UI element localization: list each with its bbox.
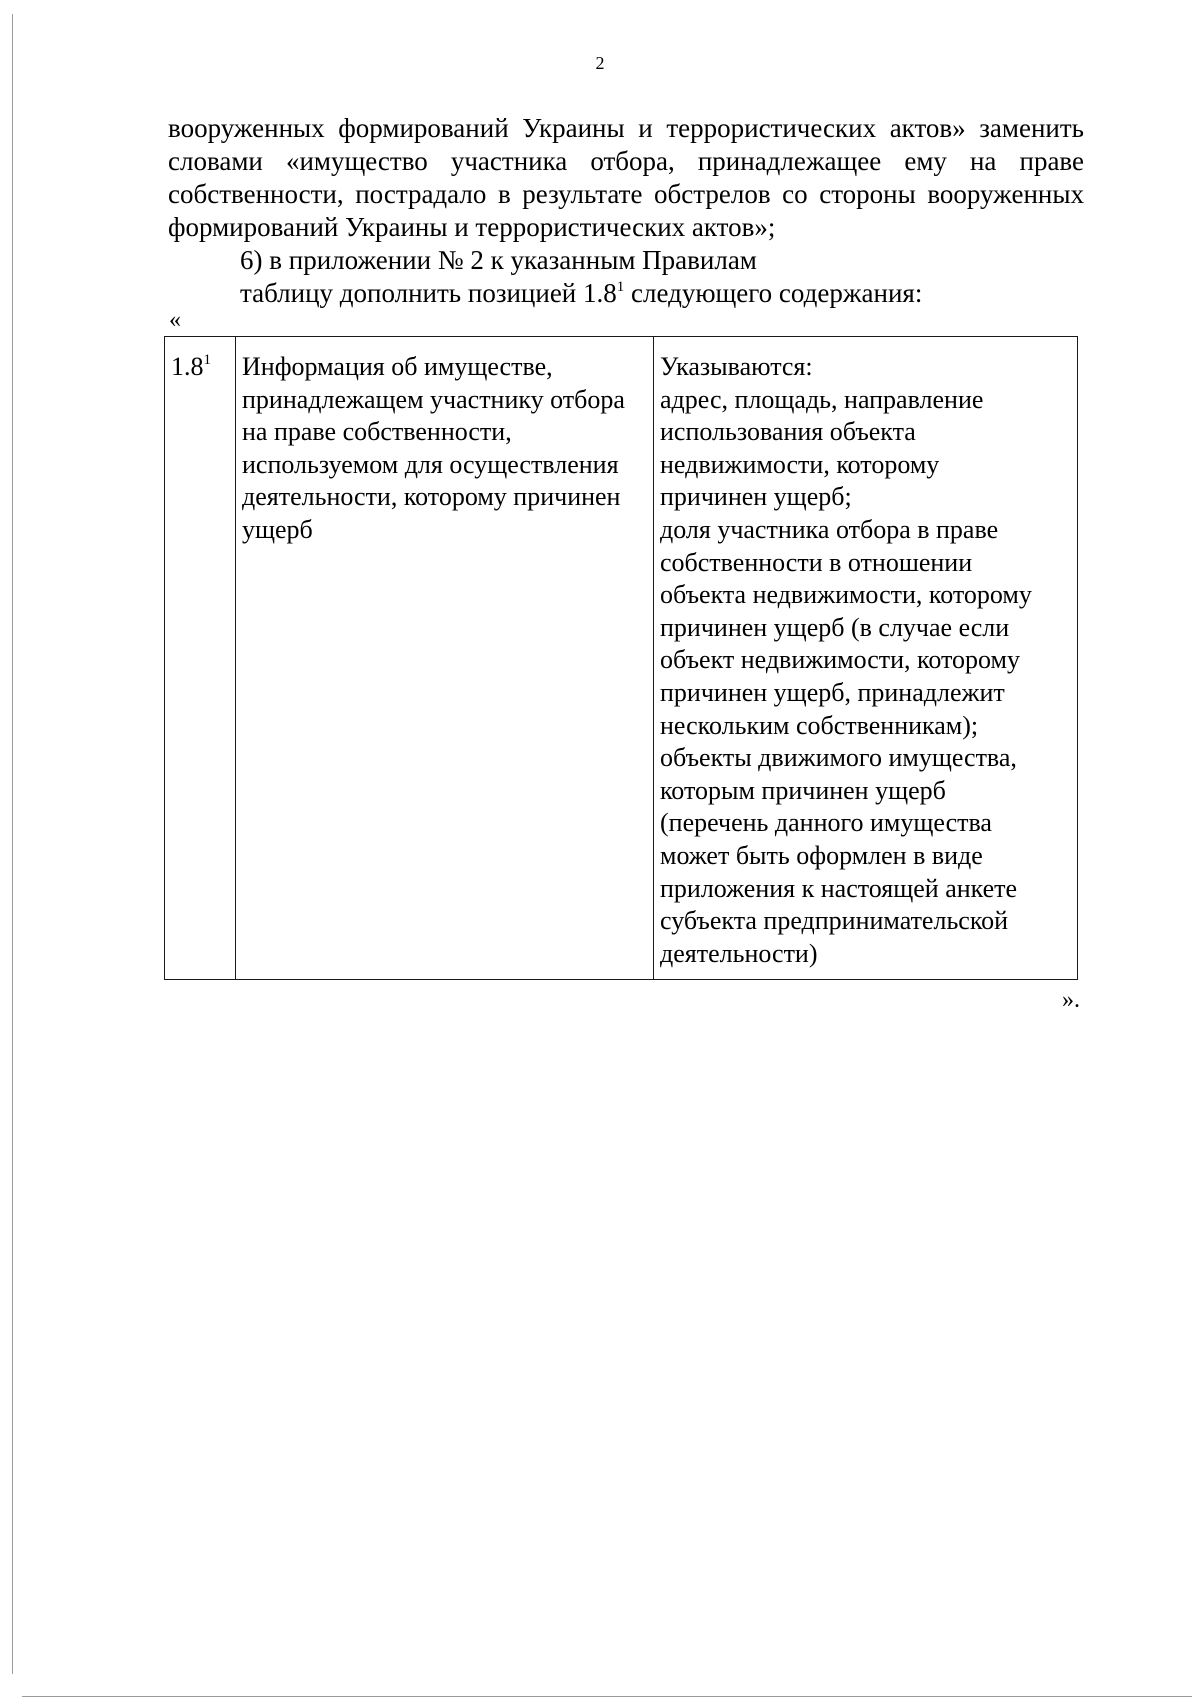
- description-line: объекты движимого имущества,: [660, 743, 1017, 773]
- opening-quote: «: [169, 307, 181, 333]
- description-line: использования объекта: [660, 417, 916, 447]
- page-number: 2: [595, 53, 605, 73]
- description-line: причинен ущерб;: [660, 482, 852, 512]
- description-line: недвижимости, которому: [660, 449, 940, 479]
- description-line: доля участника отбора в праве: [660, 514, 999, 544]
- paragraph-table-intro: [168, 277, 1084, 310]
- item-description: [660, 351, 1071, 970]
- closing-quote: ».: [1062, 987, 1080, 1013]
- position-cell: [165, 337, 236, 980]
- item-name: Информация об имуществе, принадлежащем участнику отбора на праве собственности, используемом для осуществления деятельности, которому причинен ущерб: [242, 352, 625, 544]
- position-number: 1.8: [171, 352, 204, 381]
- description-line: адрес, площадь, направление: [660, 384, 984, 414]
- description-line: Указываются:: [660, 352, 813, 381]
- paragraph-item-6: 6) в приложении № 2 к указанным Правилам: [240, 245, 757, 275]
- item-name-cell: [236, 337, 654, 980]
- description-line: приложения к настоящей анкете: [660, 873, 1018, 903]
- description-line: собственности в отношении: [660, 547, 973, 577]
- table-intro-superscript: 1: [616, 279, 625, 295]
- position-superscript: 1: [203, 352, 211, 368]
- description-line: может быть оформлен в виде: [660, 840, 983, 870]
- description-line: объекта недвижимости, которому: [660, 580, 1032, 610]
- inserted-table: [164, 336, 1078, 980]
- table-row: [165, 337, 1078, 980]
- scan-edge-bottom: [22, 1696, 1192, 1697]
- description-line: причинен ущерб (в случае если: [660, 612, 1010, 642]
- description-line: которым причинен ущерб: [660, 775, 946, 805]
- description-line: деятельности): [660, 938, 818, 968]
- body-text: [168, 112, 1084, 310]
- description-line: причинен ущерб, принадлежит: [660, 677, 1005, 707]
- table-intro-text-end: следующего содержания:: [624, 278, 923, 308]
- description-line: нескольким собственникам);: [660, 710, 979, 740]
- description-line: объект недвижимости, которому: [660, 645, 1020, 675]
- scan-edge-left: [12, 14, 13, 1674]
- paragraph-amendment: вооруженных формирований Украины и террористических актов» заменить словами «имущество участника отбора, принадлежащее ему на праве собственности, пострадало в результате обстрелов со стороны вооруженных формирований Украины и террористических актов»;: [168, 113, 1084, 242]
- item-description-cell: [654, 337, 1078, 980]
- description-line: (перечень данного имущества: [660, 808, 992, 838]
- description-line: субъекта предпринимательской: [660, 906, 1009, 936]
- table-intro-text: таблицу дополнить позицией 1.8: [240, 278, 617, 308]
